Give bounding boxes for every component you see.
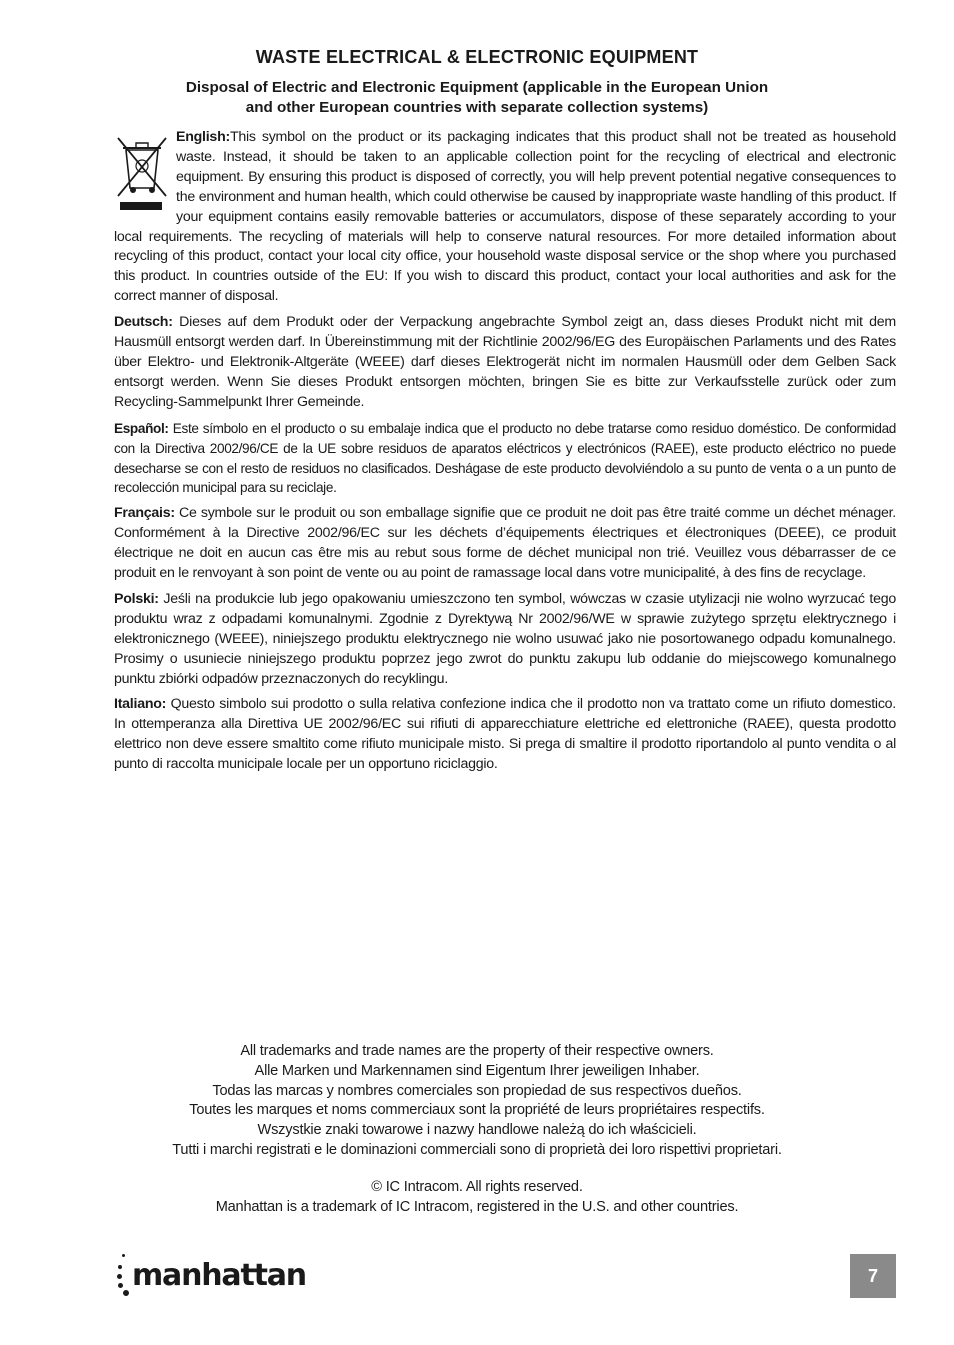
trademark-line: Wszystkie znaki towarowe i nazwy handlowe należą do ich właścicieli. — [257, 1122, 697, 1139]
section-deutsch — [114, 313, 896, 413]
trademark-line: All trademarks and trade names are the property of their respective owners. — [240, 1043, 714, 1059]
section-label: Italiano: — [114, 696, 167, 713]
subtitle — [140, 78, 814, 118]
logo-wordmark: manhattan — [132, 1257, 306, 1293]
copyright: © IC Intracom. All rights reserved. — [371, 1178, 583, 1195]
page-number: 7 — [850, 1254, 896, 1298]
trademark-line: Todas las marcas y nombres comerciales son propiedad de sus respectivos dueños. — [212, 1082, 742, 1099]
weee-bin-icon — [114, 130, 170, 210]
section-label: Polski: — [114, 590, 159, 607]
section-text: Este símbolo en el producto o su embalaje indica que el producto no debe tratarse como residuo doméstico. De conformidad con la Directiva 2002/96/CE de la UE sobre residuos de aparatos eléctricos y electrónicos (RAEE), este producto eléctrico no puede desecharse se con el resto de residuos no clasificados. Deshágase de este producto devolviéndolo a su punto de venta o a un punto de recolección municipal para su reciclaje. — [114, 420, 896, 496]
trademark-notice: Manhattan is a trademark of IC Intracom, registered in the U.S. and other countries. — [215, 1198, 739, 1215]
trademark-footer — [0, 1042, 954, 1217]
section-label: Deutsch: — [114, 314, 173, 331]
subtitle-line-2: and other European countries with separate collection systems) — [245, 99, 709, 116]
trademark-line: Alle Marken und Markennamen sind Eigentum Ihrer jeweiligen Inhaber. — [254, 1062, 700, 1079]
section-espanol — [114, 419, 896, 499]
section-text: This symbol on the product or its packaging indicates that this product shall not be treated as household waste. Instead, it should be taken to an applicable collection point for the recycling of electrical and electronic equipment. By ensuring this product is disposed of correctly, you will help prevent potential negative consequences to the environment and human health, which could otherwise be caused by inappropriate waste handling of this product. If your equipment contains easily removable batteries or accumulators, dispose of these separately according to your local requirements. The recycling of materials will help to conserve natural resources. For more detailed information about recycling of this product, contact your local city office, your household waste disposal service or the shop where you purchased this product. In countries outside of the EU: If you wish to discard this product, contact your local authorities and ask for the correct manner of disposal. — [114, 129, 896, 305]
footer-spacer — [0, 1161, 954, 1178]
manhattan-logo — [114, 1252, 306, 1298]
section-text: Ce symbole sur le produit ou son emballage signifie que ce produit ne doit pas être traité comme un déchet ménager. Conformément à la Directive 2002/96/EC sur les déchets d’équipements électriques et électroniques (DEEE), ce produit électrique ne doit en aucun cas être mis au rebut sous forme de déchet municipal non trié. Veuillez vous débarrasser de ce produit en le renvoyant à son point de vente ou au point de ramassage local dans votre municipalité, à des fins de recyclage. — [114, 505, 896, 582]
section-italiano — [114, 695, 896, 775]
section-polski — [114, 590, 896, 690]
subtitle-line-1: Disposal of Electric and Electronic Equipment (applicable in the European Union — [185, 79, 769, 96]
section-text: Dieses auf dem Produkt oder der Verpackung angebrachte Symbol zeigt an, dass dieses Produkt nicht mit dem Hausmüll entsorgt werden darf. In Übereinstimmung mit der Richtlinie 2002/96/EG des Europäischen Parlaments und des Rates über Elektro- und Elektronik-Altgeräte (WEEE) darf dieses Elektrogerät nicht im normalen Hausmüll oder dem Gelben Sack entsorgt werden. Wenn Sie dieses Produkt entsorgen möchten, bringen Sie es bitte zur Verkaufsstelle zurück oder zum Recycling-Sammelpunkt Ihrer Gemeinde. — [114, 314, 896, 410]
language-sections — [114, 128, 896, 781]
section-text: Questo simbolo sui prodotto o sulla relativa confezione indica che il prodotto non va trattato come un rifiuto domestico. In ottemperanza alla Direttiva UE 2002/96/EC sui rifiuti di apparecchiature elettriche ed elettroniche (RAEE), questa prodotto elettrico non deve essere smaltito come rifiuto municipale misto. Si prega di smaltire il prodotto riportandolo al punto vendita o al punto di raccolta municipale locale per un opportuno riciclaggio. — [114, 696, 896, 773]
section-label: English: — [176, 129, 230, 145]
trademark-line: Toutes les marques et noms commerciaux sont la propriété de leurs propriétaires respectifs. — [189, 1102, 765, 1119]
manhattan-dots-icon — [114, 1252, 130, 1298]
trademark-line: Tutti i marchi registrati e le dominazioni commerciali sono di proprietà dei loro rispettivi proprietari. — [172, 1141, 782, 1158]
page-title: WASTE ELECTRICAL & ELECTRONIC EQUIPMENT — [255, 47, 699, 67]
section-english — [114, 128, 896, 307]
section-francais — [114, 504, 896, 584]
section-text: Jeśli na produkcie lub jego opakowaniu umieszczono ten symbol, wówczas w czasie utylizacji nie wolno wyrzucać tego produktu wraz z odpadami komunalnymi. Zgodnie z Dyrektywą Nr 2002/96/WE w sprawie zużytego sprzętu elektrycznego i elektronicznego (WEEE), niniejszego produktu elektrycznego nie wolno usuwać jako nie posortowanego odpadu komunalnego. Prosimy o usuniecie niniejszego produktu poprzez jego zwrot do punktu zakupu lub oddanie do miejscowego komunalnego punktu zbiórki odpadów przeznaczonych do recyklingu. — [114, 590, 896, 687]
section-label: Español: — [114, 420, 169, 436]
section-label: Français: — [114, 505, 175, 522]
